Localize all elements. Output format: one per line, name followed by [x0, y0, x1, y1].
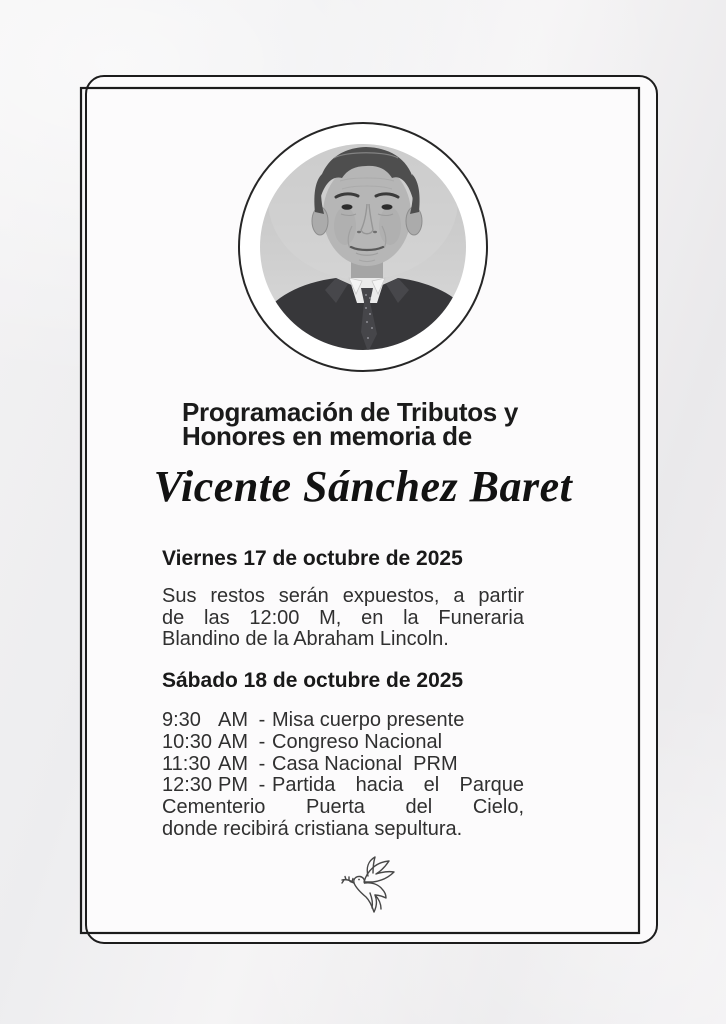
- schedule-meridiem: AM: [218, 709, 248, 731]
- schedule-meridiem: PM: [218, 774, 248, 797]
- schedule-activity: Partida hacia el Parque: [272, 774, 524, 797]
- schedule-separator: -: [258, 752, 266, 775]
- schedule-time: 10:30: [162, 730, 213, 753]
- friday-date-heading: Viernes 17 de octubre de 2025: [162, 547, 463, 570]
- schedule-activity: Casa Nacional PRM: [272, 752, 458, 775]
- dove-icon: [338, 854, 400, 920]
- schedule-meridiem: AM: [218, 752, 248, 775]
- schedule-time: 11:30: [162, 752, 211, 775]
- friday-line-2: de las 12:00 M, en la Funeraria: [162, 606, 524, 629]
- schedule-separator: -: [258, 709, 266, 731]
- schedule-separator: -: [258, 774, 266, 797]
- friday-paragraph: [162, 586, 524, 651]
- program-title: [182, 397, 602, 451]
- program-title-line1: Programación de Tributos y: [182, 397, 519, 427]
- friday-line-1: Sus restos serán expuestos, a partir: [162, 585, 524, 607]
- schedule-activity: Congreso Nacional: [272, 730, 443, 753]
- schedule-row: [162, 775, 524, 797]
- schedule-separator: -: [258, 730, 266, 753]
- schedule-time: 9:30: [162, 709, 201, 731]
- schedule-continuation-1: Cementerio Puerta del Cielo,: [162, 796, 524, 819]
- saturday-schedule: [162, 710, 524, 841]
- schedule-meridiem: AM: [218, 730, 248, 753]
- portrait-photo: [239, 120, 487, 371]
- schedule-row: [162, 732, 524, 754]
- schedule-time: 12:30: [162, 774, 213, 797]
- saturday-date-heading: Sábado 18 de octubre de 2025: [162, 669, 464, 692]
- schedule-row: [162, 710, 524, 732]
- schedule-continuation-2: donde recibirá cristiana sepultura.: [162, 817, 463, 840]
- schedule-row: [162, 754, 524, 776]
- friday-line-3: Blandino de la Abraham Lincoln.: [162, 628, 449, 651]
- deceased-name: Vicente Sánchez Baret: [153, 462, 573, 511]
- schedule-activity: Misa cuerpo presente: [272, 709, 465, 731]
- program-title-line2: Honores en memoria de: [182, 421, 472, 451]
